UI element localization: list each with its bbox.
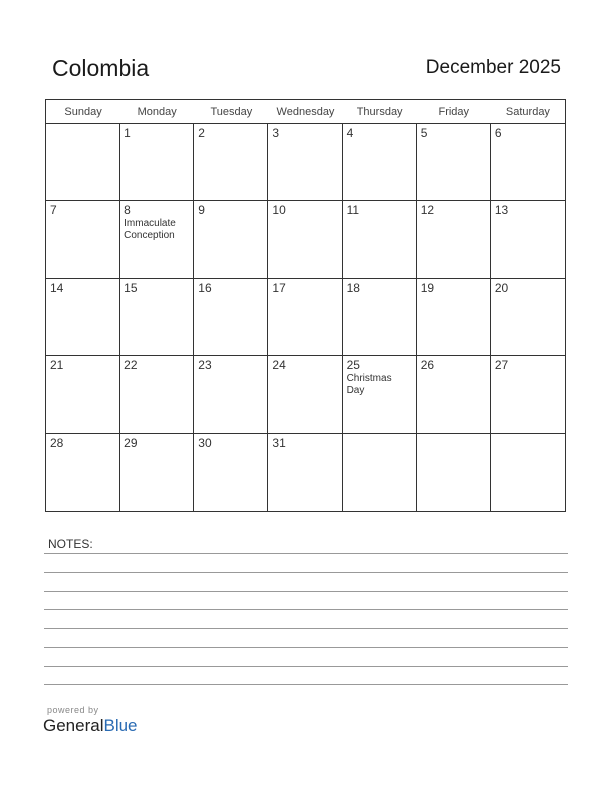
day-cell (120, 356, 194, 433)
day-number: 5 (420, 126, 428, 140)
note-line (44, 572, 568, 573)
day-number: 6 (494, 126, 502, 140)
holiday-label: Christmas Day (346, 373, 392, 397)
weekday-header: Thursday (343, 100, 417, 124)
day-number: 11 (346, 203, 360, 218)
day-number: 1 (124, 126, 131, 140)
weekday-header: Saturday (491, 100, 565, 124)
day-cell (343, 356, 417, 433)
day-cell (491, 356, 565, 433)
day-number: 7 (50, 203, 57, 218)
weekday-header: Wednesday (268, 100, 342, 124)
weekday-header: Tuesday (194, 100, 268, 124)
day-cell (417, 124, 491, 201)
day-number: 24 (272, 358, 286, 373)
note-line (44, 666, 568, 667)
day-cell (268, 124, 342, 201)
day-cell (46, 201, 120, 278)
day-cell (46, 356, 120, 433)
day-cell (417, 434, 491, 511)
day-number: 13 (494, 203, 509, 218)
note-line (44, 609, 568, 610)
day-cell (417, 279, 491, 356)
note-line (44, 553, 568, 554)
day-cell (417, 201, 491, 278)
day-number: 22 (124, 358, 138, 373)
day-number: 28 (50, 435, 64, 450)
day-number: 12 (420, 203, 435, 218)
day-number: 23 (198, 358, 212, 373)
country-title: Colombia (52, 55, 150, 81)
day-cell (268, 356, 342, 433)
day-cell (268, 434, 342, 511)
day-number: 25 (346, 358, 360, 373)
day-number: 30 (198, 435, 212, 450)
powered-by-text: powered by (47, 705, 99, 715)
day-number: 16 (198, 280, 212, 295)
day-cell (46, 124, 120, 201)
holiday-label: Immaculate Conception (124, 218, 176, 242)
day-number: 14 (50, 280, 64, 295)
day-number: 18 (346, 280, 360, 295)
note-line (44, 628, 568, 629)
calendar-grid (45, 99, 566, 512)
day-number: 27 (494, 358, 509, 373)
day-number: 15 (124, 280, 138, 295)
day-cell (268, 279, 342, 356)
day-cell (194, 279, 268, 356)
day-number: 31 (272, 435, 286, 450)
day-cell (194, 356, 268, 433)
day-number: 3 (272, 126, 280, 140)
day-cell (343, 434, 417, 511)
note-line (44, 647, 568, 648)
day-cell (268, 201, 342, 278)
note-line (44, 684, 568, 685)
day-number: 19 (420, 280, 435, 295)
weekday-header: Sunday (46, 100, 120, 124)
day-cell (120, 279, 194, 356)
day-cell (194, 124, 268, 201)
day-cell (120, 124, 194, 201)
brand-blue: Blue (103, 716, 138, 735)
day-number: 26 (420, 358, 435, 373)
brand-general: General (43, 716, 104, 735)
month-year-title: December 2025 (425, 57, 561, 78)
day-cell (343, 124, 417, 201)
day-number: 21 (50, 358, 64, 373)
note-line (44, 591, 568, 592)
day-cell (491, 201, 565, 278)
day-cell (491, 434, 565, 511)
day-cell (194, 201, 268, 278)
day-number: 29 (124, 435, 138, 450)
day-cell (343, 279, 417, 356)
day-cell (417, 356, 491, 433)
day-number: 20 (494, 280, 509, 295)
day-number: 17 (272, 280, 286, 295)
day-number: 8 (124, 203, 131, 218)
day-cell (343, 201, 417, 278)
day-cell (120, 434, 194, 511)
day-number: 9 (198, 203, 205, 218)
day-number: 10 (272, 203, 286, 218)
day-cell (46, 434, 120, 511)
day-cell (120, 201, 194, 278)
day-cell (491, 279, 565, 356)
day-cell (194, 434, 268, 511)
day-cell (491, 124, 565, 201)
day-number: 2 (198, 126, 205, 140)
day-number: 4 (346, 126, 354, 140)
brand-logo (43, 716, 138, 736)
weekday-header: Friday (417, 100, 491, 124)
day-cell (46, 279, 120, 356)
notes-label: NOTES: (48, 537, 93, 551)
weekday-header: Monday (120, 100, 194, 124)
